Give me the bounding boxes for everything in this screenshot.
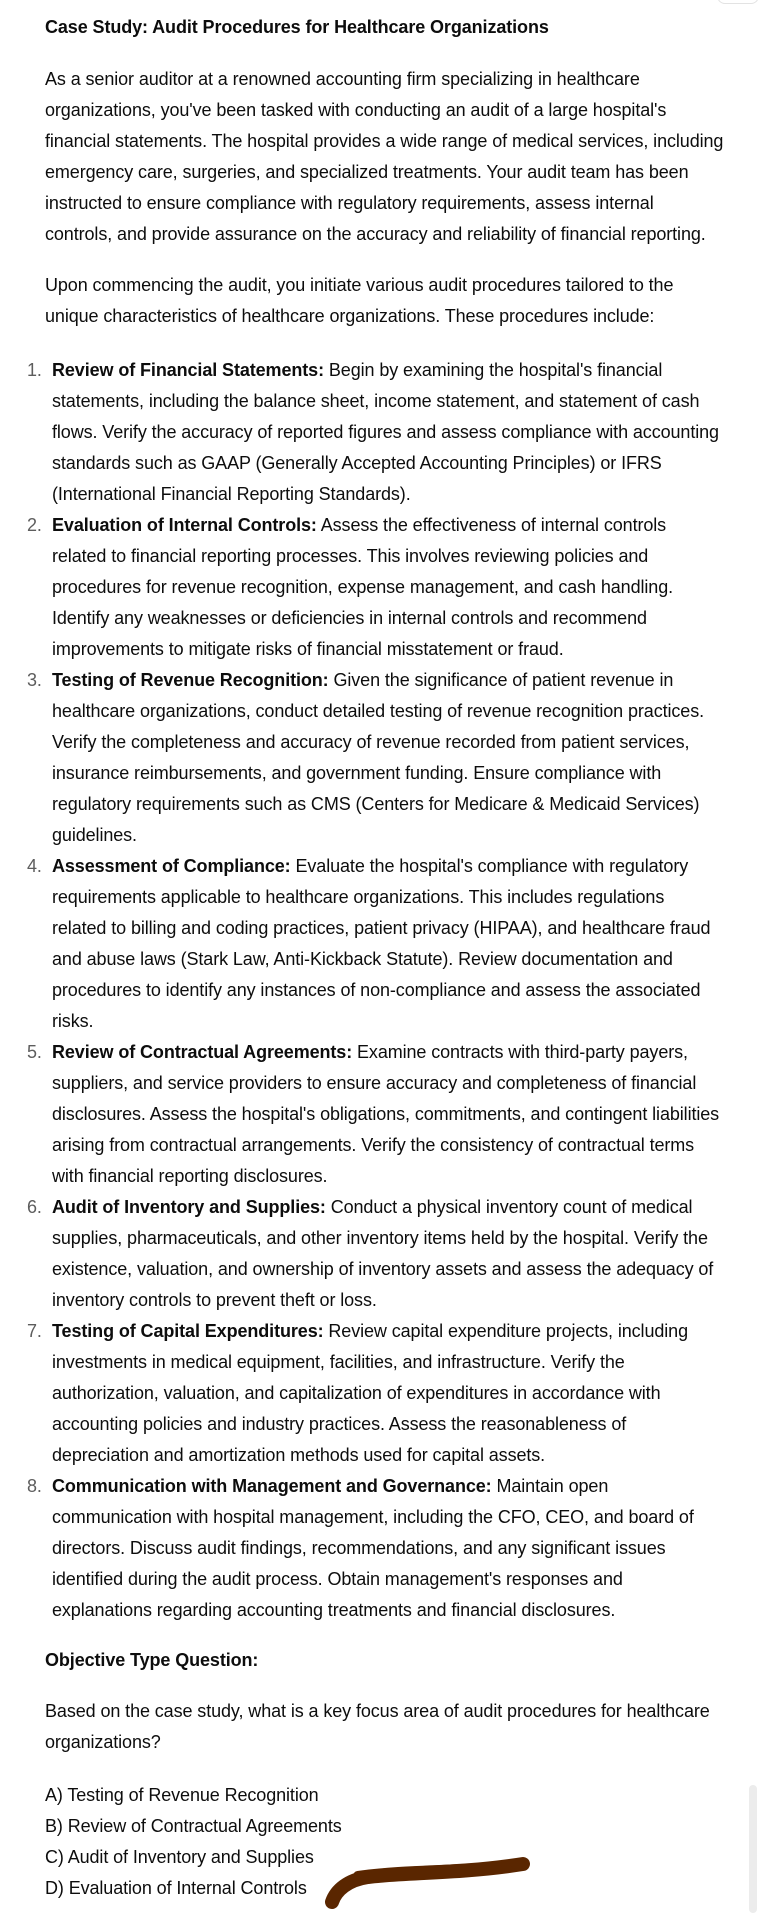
procedure-text: Assess the effectiveness of internal controls related to financial reporting processes. This involves reviewing policies and procedures for revenue recognition, expense management, and cash handling. Identify any weaknesses or deficiencies in internal controls and recommend improvements to mitigate risks of financial misstatement or fraud.: [52, 515, 674, 659]
procedure-item: [0, 355, 720, 510]
answer-option-b: B) Review of Contractual Agreements: [45, 1816, 342, 1836]
procedure-title: Audit of Inventory and Supplies:: [52, 1197, 326, 1217]
question-title: Objective Type Question:: [45, 1650, 259, 1670]
list-number: 8.: [27, 1476, 42, 1496]
procedure-text: Review capital expenditure projects, including investments in medical equipment, facilities, and infrastructure. Verify the authorization, valuation, and capitalization of expenditures in accordance with accounting policies and industry practices. Assess the reasonableness of depreciation and amortization methods used for capital assets.: [52, 1321, 689, 1465]
intro-paragraph: As a senior auditor at a renowned accounting firm specializing in healthcare organizations, you've been tasked with conducting an audit of a large hospital's financial statements. The hospital provides a wide range of medical services, including emergency care, surgeries, and specialized treatments. Your audit team has been instructed to ensure compliance with regulatory requirements, assess internal controls, and provide assurance on the accuracy and reliability of financial reporting.: [45, 69, 724, 244]
list-number: 4.: [27, 856, 42, 876]
procedure-text: Maintain open communication with hospital management, including the CFO, CEO, and board of directors. Discuss audit findings, recommendations, and any significant issues identified during the audit process. Obtain management's responses and explanations regarding accounting treatments and financial disclosures.: [52, 1476, 694, 1620]
list-number: 2.: [27, 515, 42, 535]
answer-option-c: C) Audit of Inventory and Supplies: [45, 1847, 314, 1867]
procedure-title: Testing of Revenue Recognition:: [52, 670, 329, 690]
procedure-item: [0, 851, 720, 1037]
procedures-list: [0, 355, 720, 1626]
corner-tab[interactable]: [717, 0, 759, 4]
procedure-item: [0, 1192, 720, 1316]
procedure-title: Assessment of Compliance:: [52, 856, 291, 876]
list-number: 1.: [27, 360, 42, 380]
procedure-title: Review of Contractual Agreements:: [52, 1042, 353, 1062]
scrollbar[interactable]: [749, 1785, 757, 1913]
procedure-title: Communication with Management and Governance:: [52, 1476, 492, 1496]
marker-scribble: [318, 1850, 538, 1913]
procedure-text: Given the significance of patient revenue in healthcare organizations, conduct detailed testing of revenue recognition practices. Verify the completeness and accuracy of revenue recorded from patient services, insurance reimbursements, and government funding. Ensure compliance with regulatory requirements such as CMS (Centers for Medicare & Medicaid Services) guidelines.: [52, 670, 705, 845]
list-number: 5.: [27, 1042, 42, 1062]
procedure-text: Conduct a physical inventory count of medical supplies, pharmaceuticals, and other inventory items held by the hospital. Verify the existence, valuation, and ownership of inventory assets and assess the adequacy of inventory controls to prevent theft or loss.: [52, 1197, 714, 1310]
procedure-item: [0, 665, 720, 851]
procedure-text: Begin by examining the hospital's financial statements, including the balance sheet, income statement, and statement of cash flows. Verify the accuracy of reported figures and assess compliance with accounting standards such as GAAP (Generally Accepted Accounting Principles) or IFRS (International Financial Reporting Standards).: [52, 360, 719, 504]
list-number: 6.: [27, 1197, 42, 1217]
procedure-item: [0, 1471, 720, 1626]
procedure-text: Evaluate the hospital's compliance with regulatory requirements applicable to healthcare organizations. This includes regulations related to billing and coding practices, patient privacy (HIPAA), and healthcare fraud and abuse laws (Stark Law, Anti-Kickback Statute). Review documentation and procedures to identify any instances of non-compliance and assess the associated risks.: [52, 856, 711, 1031]
lead-in-paragraph: Upon commencing the audit, you initiate various audit procedures tailored to the unique characteristics of healthcare organizations. These procedures include:: [45, 275, 674, 326]
question-text: Based on the case study, what is a key focus area of audit procedures for healthcare organizations?: [45, 1701, 710, 1752]
procedure-title: Review of Financial Statements:: [52, 360, 324, 380]
list-number: 7.: [27, 1321, 42, 1341]
procedure-title: Evaluation of Internal Controls:: [52, 515, 317, 535]
procedure-item: [0, 1316, 720, 1471]
list-number: 3.: [27, 670, 42, 690]
procedure-item: [0, 1037, 720, 1192]
procedure-item: [0, 510, 720, 665]
answer-option-a: A) Testing of Revenue Recognition: [45, 1785, 319, 1805]
case-study-heading: Case Study: Audit Procedures for Healthcare Organizations: [45, 17, 549, 37]
procedure-title: Testing of Capital Expenditures:: [52, 1321, 324, 1341]
answer-options: [45, 1780, 342, 1904]
procedure-text: Examine contracts with third-party payers, suppliers, and service providers to ensure accuracy and completeness of financial disclosures. Assess the hospital's obligations, commitments, and contingent liabilities arising from contractual arrangements. Verify the consistency of contractual terms with financial reporting disclosures.: [52, 1042, 720, 1186]
answer-option-d: D) Evaluation of Internal Controls: [45, 1878, 307, 1898]
